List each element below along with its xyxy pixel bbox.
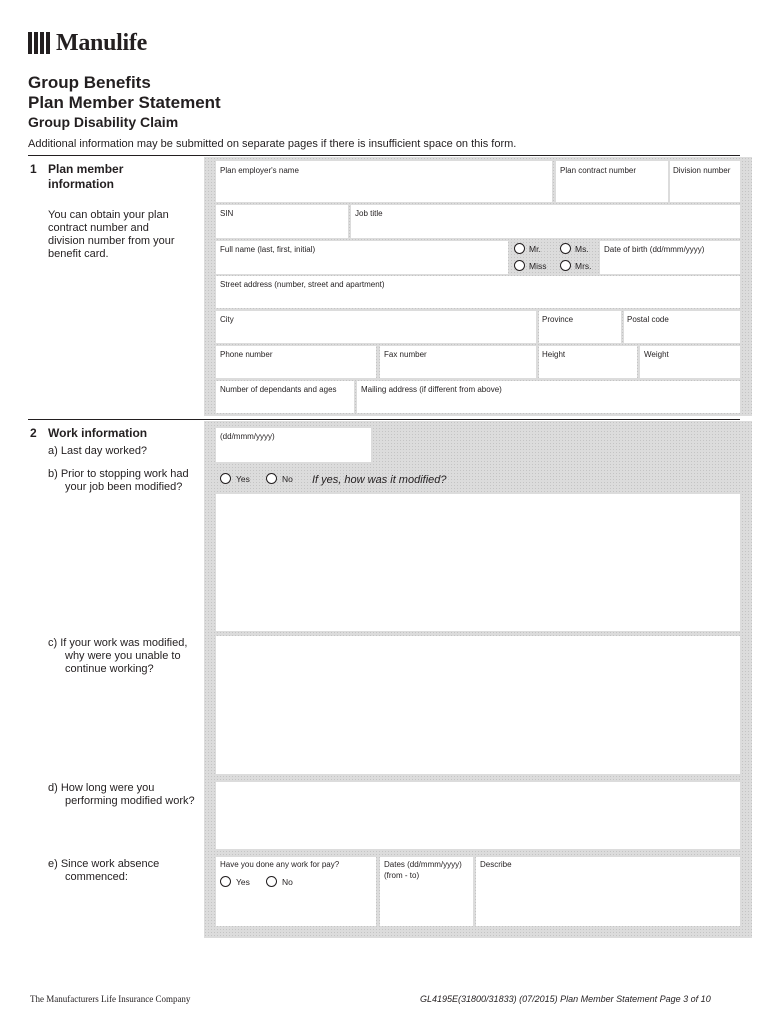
mailing-address-field[interactable] [357,381,740,413]
dependants-label: Number of dependants and ages [220,385,337,394]
section2-number: 2 [30,426,37,440]
title-mrs-radio[interactable] [560,260,571,271]
help-line: contract number and [48,222,149,234]
title-mr-radio[interactable] [514,243,525,254]
height-label: Height [542,350,566,359]
work-dates-label-line2: (from - to) [384,871,420,880]
weight-field[interactable] [640,346,740,378]
street-address-field[interactable] [216,276,740,308]
fax-number-field[interactable] [380,346,536,378]
sin-field[interactable] [216,205,348,238]
job-title-label: Job title [355,209,383,218]
work-for-pay-yes-radio[interactable] [220,876,231,887]
form-subtitle: Group Disability Claim [28,114,179,130]
question-e-line: e) Since work absence [48,858,160,870]
logo-text: Manulife [56,29,147,56]
job-modified-no-label: No [282,474,293,484]
modified-how-prompt: If yes, how was it modified? [312,474,447,486]
help-line: benefit card. [48,248,109,260]
title-ms-label: Ms. [575,244,589,254]
province-field[interactable] [539,311,621,343]
question-d-line: d) How long were you [48,782,155,794]
title-ms-radio[interactable] [560,243,571,254]
sin-label: SIN [220,209,234,218]
full-name-label: Full name (last, first, initial) [220,245,316,254]
modified-how-textarea[interactable] [216,494,740,631]
full-name-field[interactable] [216,241,508,274]
division-number-label: Division number [673,166,731,175]
dependants-field[interactable] [216,381,354,413]
form-note: Additional information may be submitted on separate pages if there is insufficient space on this form. [28,138,517,150]
contract-number-field[interactable] [556,161,668,202]
work-for-pay-no-radio[interactable] [266,876,277,887]
unable-to-continue-textarea[interactable] [216,636,740,774]
section2-form-area [204,421,752,938]
mailing-address-label: Mailing address (if different from above) [361,385,502,394]
page-title-line1: Group Benefits [28,73,151,92]
employer-name-field[interactable] [216,161,552,202]
work-for-pay-yes-label: Yes [236,877,250,887]
last-day-worked-hint: (dd/mmm/yyyy) [220,432,275,441]
question-a: a) Last day worked? [48,445,148,457]
modified-work-duration-textarea[interactable] [216,782,740,849]
province-label: Province [542,315,574,324]
manulife-logo [28,30,147,56]
date-of-birth-field[interactable] [600,241,740,274]
division-number-field[interactable] [670,161,740,202]
footer-form-id: GL4195E(31800/31833) (07/2015) Plan Member Statement Page 3 of 10 [420,994,711,1004]
phone-number-label: Phone number [220,350,273,359]
job-title-field[interactable] [351,205,740,238]
postal-code-field[interactable] [624,311,740,343]
help-line: division number from your [48,235,175,247]
page-title-line2: Plan Member Statement [28,93,221,112]
city-field[interactable] [216,311,536,343]
question-c-line: why were you unable to [65,650,181,662]
job-modified-yes-label: Yes [236,474,250,484]
question-d [48,782,195,808]
section-divider [28,419,740,420]
question-b-line: b) Prior to stopping work had [48,468,189,480]
work-for-pay-no-label: No [282,877,293,887]
employer-name-label: Plan employer's name [220,166,299,175]
work-dates-field[interactable] [380,857,473,926]
postal-code-label: Postal code [627,315,669,324]
manulife-logo-icon [28,32,50,54]
question-c [48,637,187,676]
title-miss-radio[interactable] [514,260,525,271]
phone-number-field[interactable] [216,346,376,378]
title-mr-label: Mr. [529,244,541,254]
section1-help [48,209,175,261]
height-field[interactable] [539,346,637,378]
work-for-pay-field [216,857,376,926]
question-b [48,468,189,494]
work-describe-label: Describe [480,860,512,869]
weight-label: Weight [644,350,669,359]
header-rule [28,155,740,156]
question-c-line: continue working? [65,663,154,675]
question-c-line: c) If your work was modified, [48,637,188,649]
work-dates-label-line1: Dates (dd/mmm/yyyy) [384,860,462,869]
work-describe-field[interactable] [476,857,740,926]
job-modified-no-radio[interactable] [266,473,277,484]
city-label: City [220,315,234,324]
section1-form-area [204,157,752,416]
section1-title-line2: information [48,177,114,191]
help-line: You can obtain your plan [48,209,169,221]
title-miss-label: Miss [529,261,547,271]
question-e [48,858,159,884]
question-e-line: commenced: [65,871,128,883]
section1-number: 1 [30,162,37,176]
date-of-birth-label: Date of birth (dd/mmm/yyyy) [604,245,705,254]
section2-title: Work information [48,426,148,440]
section1-title-line1: Plan member [48,162,124,176]
contract-number-label: Plan contract number [560,166,637,175]
work-for-pay-label: Have you done any work for pay? [220,860,340,869]
question-b-line: your job been modified? [65,481,183,493]
street-address-label: Street address (number, street and apartment) [220,280,385,289]
fax-number-label: Fax number [384,350,427,359]
question-d-line: performing modified work? [65,795,195,807]
title-mrs-label: Mrs. [575,261,592,271]
job-modified-yes-radio[interactable] [220,473,231,484]
footer-company: The Manufacturers Life Insurance Company [30,994,191,1004]
last-day-worked-field[interactable] [216,428,371,462]
